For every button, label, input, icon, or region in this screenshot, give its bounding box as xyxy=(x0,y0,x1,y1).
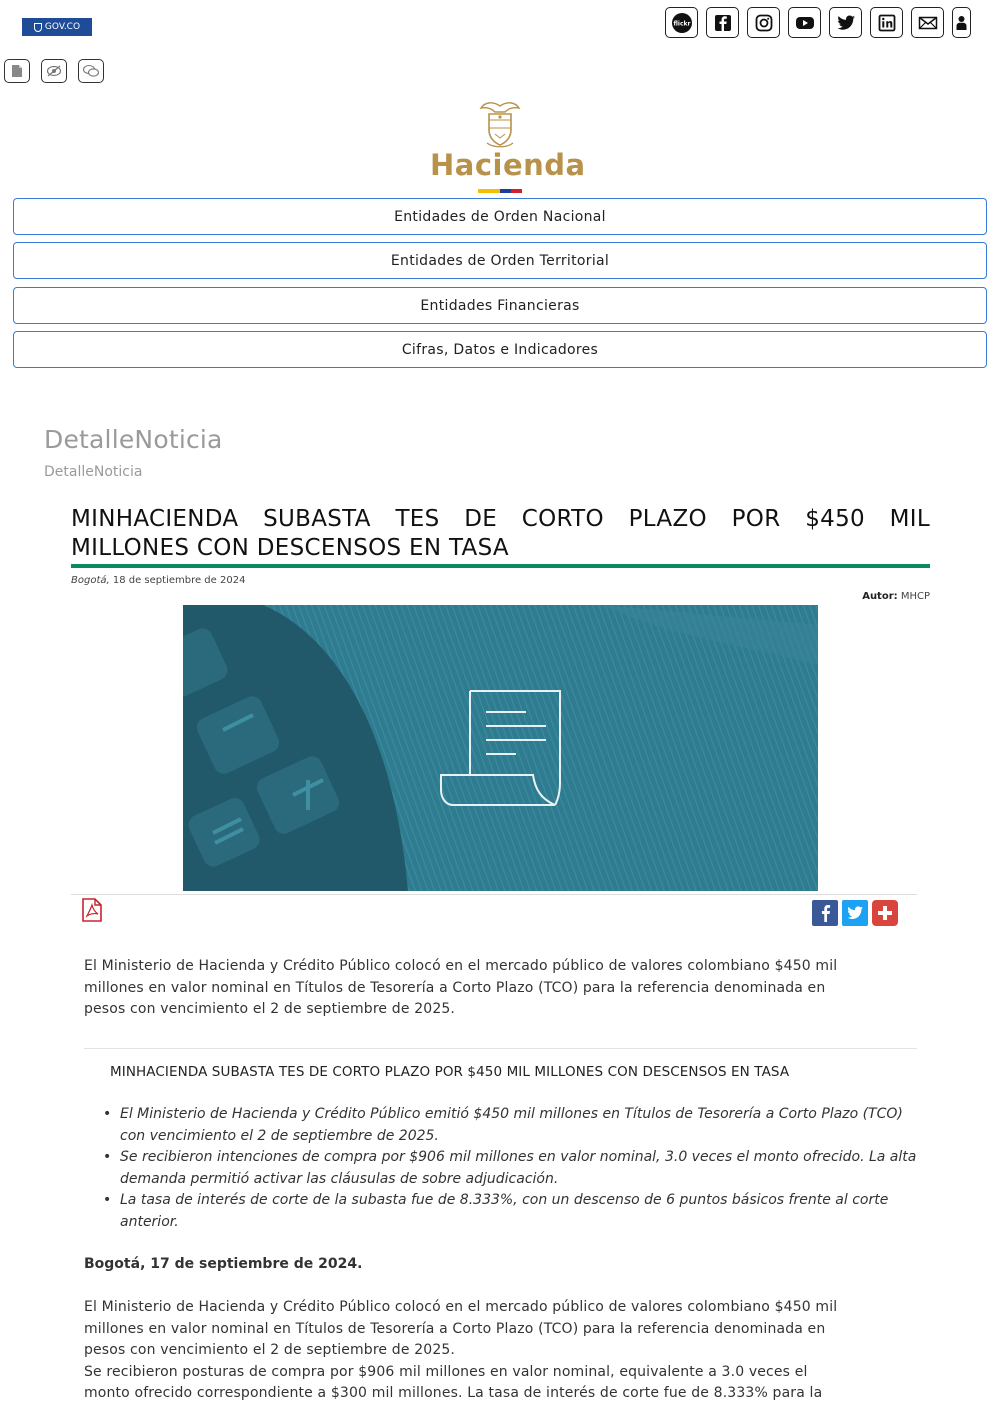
flickr-icon xyxy=(671,12,693,34)
article-place: Bogotá, xyxy=(71,575,110,586)
accessibility-tools xyxy=(4,59,104,83)
body-line: Se recibieron posturas de compra por $906 mil millones en valor nominal, equivalente a 3.0 veces el xyxy=(84,1363,808,1380)
article-highlights xyxy=(101,1104,921,1233)
title-underline xyxy=(71,564,930,568)
twitter-icon xyxy=(836,14,856,32)
body-line: El Ministerio de Hacienda y Crédito Público colocó en el mercado público de valores colombiano $450 mil xyxy=(84,1299,838,1315)
pdf-download-button[interactable] xyxy=(81,898,103,926)
body-line: millones en valor nominal en Títulos de Tesorería a Corto Plazo (TCO) para la referencia denominada en xyxy=(84,1320,826,1337)
pdf-icon xyxy=(81,898,103,922)
author-label: Autor: xyxy=(862,591,898,602)
document-button[interactable] xyxy=(4,59,30,83)
gov-shield-icon xyxy=(34,23,42,32)
youtube-button[interactable] xyxy=(788,7,821,38)
twitter-icon xyxy=(846,905,864,921)
mail-button[interactable] xyxy=(911,7,944,38)
lead-line: millones en valor nominal en Títulos de Tesorería a Corto Plazo (TCO) para la referencia denominada en xyxy=(84,979,826,996)
article-title xyxy=(71,505,930,563)
share-facebook-button[interactable] xyxy=(812,900,838,926)
flickr-button[interactable] xyxy=(665,7,698,38)
article-title-line2: MILLONES CON DESCENSOS EN TASA xyxy=(71,535,509,561)
chat-button[interactable] xyxy=(78,59,104,83)
twitter-button[interactable] xyxy=(829,7,862,38)
highlight-item xyxy=(101,1190,921,1233)
article-body xyxy=(84,1297,844,1405)
page-title: DetalleNoticia xyxy=(44,425,223,454)
user-icon xyxy=(956,15,967,31)
svg-text:flickr: flickr xyxy=(672,20,691,27)
linkedin-button[interactable] xyxy=(870,7,903,38)
press-dateline: Bogotá, 17 de septiembre de 2024. xyxy=(84,1256,363,1272)
share-buttons xyxy=(812,900,898,926)
chat-icon xyxy=(82,64,100,78)
article-lead xyxy=(84,956,844,1021)
highlight-item xyxy=(101,1147,921,1190)
highlight-item xyxy=(101,1104,921,1147)
lead-line: pesos con vencimiento el 2 de septiembre de 2025. xyxy=(84,1001,456,1017)
highlight-line: anterior. xyxy=(120,1213,179,1230)
instagram-button[interactable] xyxy=(747,7,780,38)
nav-entidades-financieras[interactable]: Entidades Financieras xyxy=(13,287,987,324)
share-more-button[interactable] xyxy=(872,900,898,926)
lead-line: El Ministerio de Hacienda y Crédito Público colocó en el mercado público de valores colombiano $450 mil xyxy=(84,958,838,974)
author-name: MHCP xyxy=(897,591,930,602)
logo-wordmark: Hacienda xyxy=(430,148,586,182)
gov-co-label: GOV.CO xyxy=(44,22,81,32)
user-button[interactable] xyxy=(952,7,971,38)
article-hero-image xyxy=(183,605,818,891)
mail-icon xyxy=(918,15,938,31)
body-line: monto ofrecido correspondiente a $300 mil millones. La tasa de interés de corte fue de 8.333% para la xyxy=(84,1385,823,1401)
contrast-button[interactable] xyxy=(41,59,67,83)
facebook-icon xyxy=(714,14,732,32)
linkedin-icon xyxy=(878,14,896,32)
instagram-icon xyxy=(755,14,773,32)
hero-illustration xyxy=(183,605,818,891)
plus-icon xyxy=(877,905,893,921)
article-author xyxy=(862,591,930,602)
content-divider xyxy=(84,1048,917,1049)
highlight-line: La tasa de interés de corte de la subasta fue de 8.333%, con un descenso de 6 puntos básicos frente al corte xyxy=(120,1192,889,1208)
social-links xyxy=(665,7,971,38)
nav-cifras-datos-indicadores[interactable]: Cifras, Datos e Indicadores xyxy=(13,331,987,368)
article-date-text: 18 de septiembre de 2024 xyxy=(109,575,246,586)
share-separator xyxy=(71,894,917,895)
highlight-line: con vencimiento el 2 de septiembre de 2025. xyxy=(120,1127,439,1144)
facebook-button[interactable] xyxy=(706,7,739,38)
highlight-line: demanda permitió activar las cláusulas de sobre adjudicación. xyxy=(120,1170,559,1187)
facebook-icon xyxy=(818,904,832,922)
highlight-line: Se recibieron intenciones de compra por $906 mil millones en valor nominal, 3.0 veces el monto ofrecido. La alta xyxy=(120,1149,917,1165)
youtube-icon xyxy=(795,15,815,31)
highlight-line: El Ministerio de Hacienda y Crédito Público emitió $450 mil millones en Títulos de Tesorería a Corto Plazo (TCO) xyxy=(120,1106,903,1122)
document-icon xyxy=(11,64,23,78)
nav-entidades-orden-territorial[interactable]: Entidades de Orden Territorial xyxy=(13,242,987,279)
share-twitter-button[interactable] xyxy=(842,900,868,926)
gov-co-badge[interactable] xyxy=(22,18,92,36)
accessibility-icon xyxy=(46,64,62,78)
article-subhead: MINHACIENDA SUBASTA TES DE CORTO PLAZO POR $450 MIL MILLONES CON DESCENSOS EN TASA xyxy=(110,1064,790,1080)
coat-of-arms-icon xyxy=(475,98,525,150)
breadcrumb: DetalleNoticia xyxy=(44,464,143,480)
colombia-flag-bar xyxy=(478,189,522,193)
body-line: pesos con vencimiento el 2 de septiembre de 2025. xyxy=(84,1342,456,1358)
article-date xyxy=(71,575,245,586)
article-title-line1: MINHACIENDA SUBASTA TES DE CORTO PLAZO POR $450 MIL xyxy=(71,506,930,532)
hacienda-logo[interactable] xyxy=(430,96,586,196)
nav-entidades-orden-nacional[interactable]: Entidades de Orden Nacional xyxy=(13,198,987,235)
